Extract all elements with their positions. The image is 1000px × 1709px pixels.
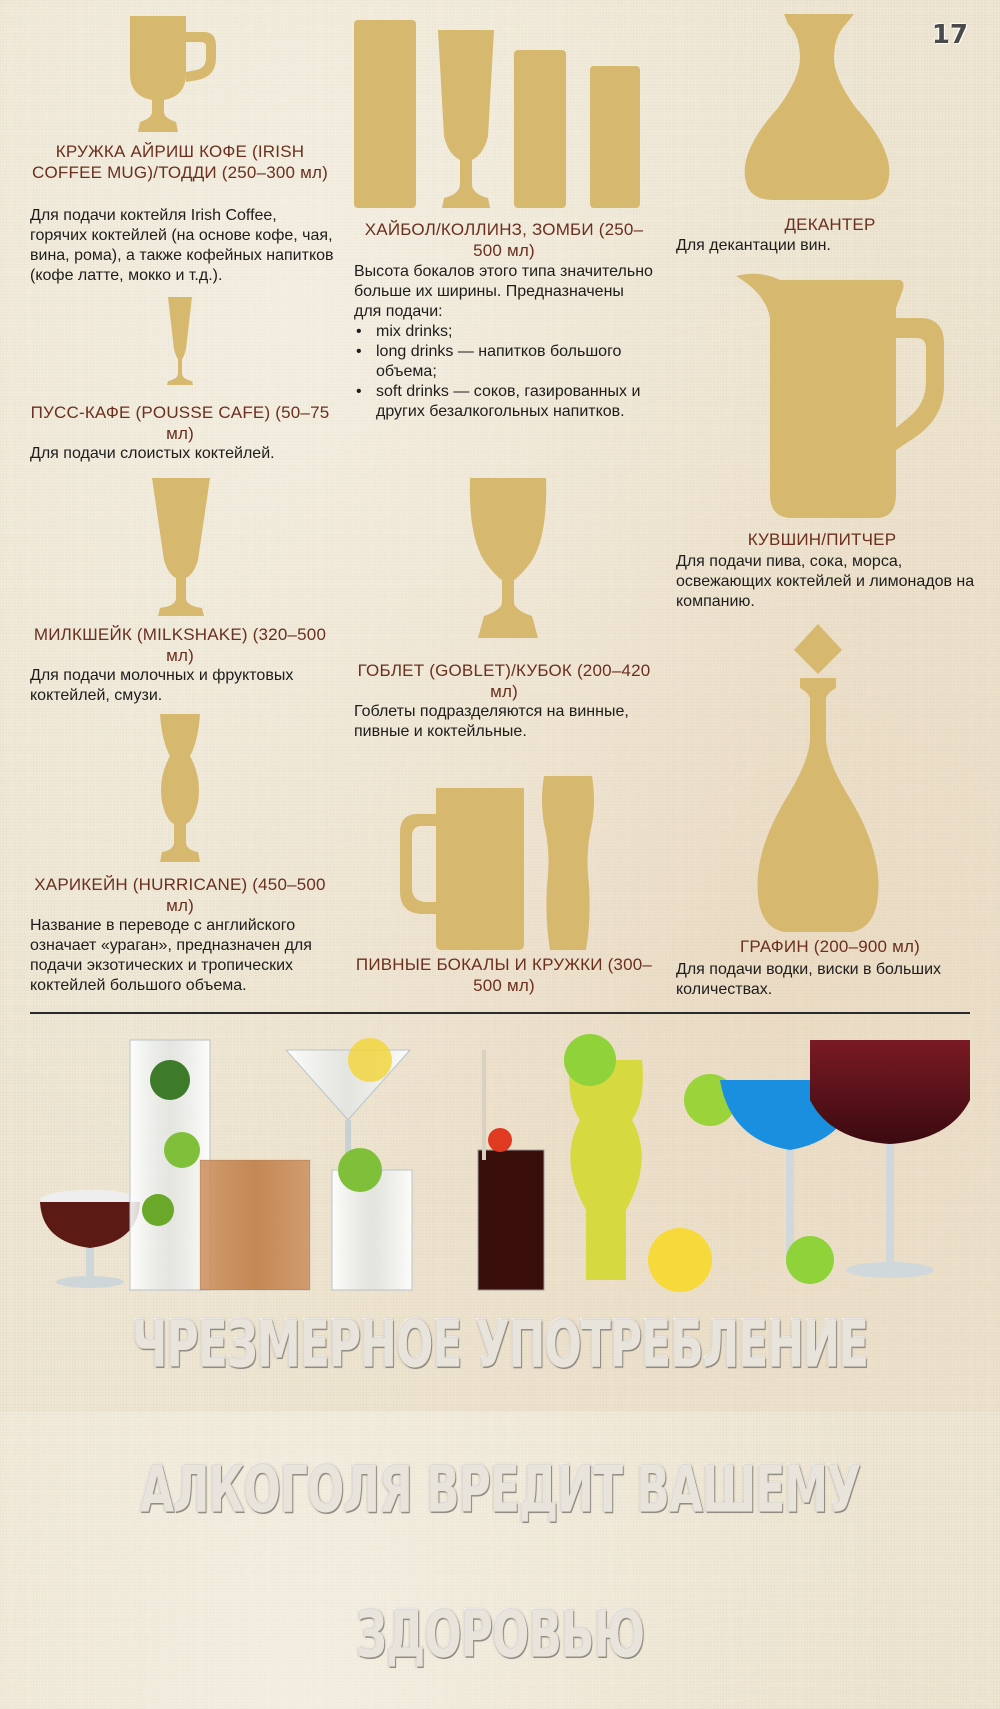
highball-title: ХАЙБОЛ/КОЛЛИНЗ, ЗОМБИ (250–500 мл)	[364, 220, 644, 260]
pitcher-title: КУВШИН/ПИТЧЕР	[747, 530, 897, 549]
hurricane-title: ХАРИКЕЙН (HURRICANE) (450–500 мл)	[34, 875, 326, 915]
irish-coffee-title: КРУЖКА АЙРИШ КОФЕ (IRISH COFFEE MUG)/ТОДДИ (250–300 мл)	[32, 142, 328, 182]
pitcher-icon	[730, 268, 950, 520]
list-item: • long drinks — напитков большого объема;	[354, 342, 654, 382]
cocktails-photo	[30, 1020, 970, 1300]
page-number: 17	[931, 20, 968, 50]
beer-mug-and-glass-icon	[396, 774, 604, 952]
pousse-cafe-title: ПУСС-КАФЕ (POUSSE CAFE) (50–75 мл)	[30, 403, 330, 443]
goblet-desc: Гоблеты подразделяются на винные, пивные и коктейльные.	[354, 703, 629, 740]
decanter-title: ДЕКАНТЕР	[784, 215, 876, 234]
pitcher-desc: Для подачи пива, сока, морса, освежающих коктейлей и лимонадов на компанию.	[676, 553, 975, 610]
highball-bullet-list	[354, 322, 654, 422]
list-item: • soft drinks — соков, газированных и других безалкогольных напитков.	[354, 382, 654, 422]
milkshake-desc: Для подачи молочных и фруктовых коктейлей, смузи.	[30, 667, 294, 704]
health-warning-banner: ЧРЕЗМЕРНОЕ УПОТРЕБЛЕНИЕ АЛКОГОЛЯ ВРЕДИТ ВАШЕМУ ЗДОРОВЬЮ	[131, 1308, 869, 1673]
carafe-title: ГРАФИН (200–900 мл)	[740, 937, 920, 956]
decanter-icon	[738, 12, 898, 202]
decanter-desc: Для декантации вин.	[676, 237, 831, 254]
highball-glasses-icon	[354, 20, 644, 210]
milkshake-title: МИЛКШЕЙК (MILKSHAKE) (320–500 мл)	[33, 625, 327, 665]
goblet-icon	[466, 476, 550, 640]
beer-glasses-title: ПИВНЫЕ БОКАЛЫ И КРУЖКИ (300–500 мл)	[355, 955, 653, 995]
hurricane-glass-icon	[152, 712, 208, 864]
goblet-title: ГОБЛЕТ (GOBLET)/КУБОК (200–420 мл)	[357, 661, 651, 701]
pousse-cafe-glass-icon	[162, 295, 198, 387]
divider-line	[30, 1012, 970, 1014]
carafe-desc: Для подачи водки, виски в больших количествах.	[676, 961, 942, 998]
irish-coffee-desc: Для подачи коктейля Irish Coffee, горячих коктейлей (на основе кофе, чая, вина, рома), а также кофейных напитков (кофе латте, мокко и т.д.).	[30, 207, 334, 284]
highball-desc: Высота бокалов этого типа значительно больше их ширины. Предназначены для подачи:	[354, 263, 653, 320]
list-item: • mix drinks;	[354, 322, 654, 342]
hurricane-desc: Название в переводе с английского означает «ураган», предназначен для подачи экзотических и тропических коктейлей большого объема.	[30, 917, 312, 994]
irish-coffee-mug-icon	[120, 14, 220, 134]
milkshake-glass-icon	[150, 476, 212, 618]
pousse-cafe-desc: Для подачи слоистых коктейлей.	[30, 445, 275, 462]
carafe-icon	[748, 622, 888, 934]
